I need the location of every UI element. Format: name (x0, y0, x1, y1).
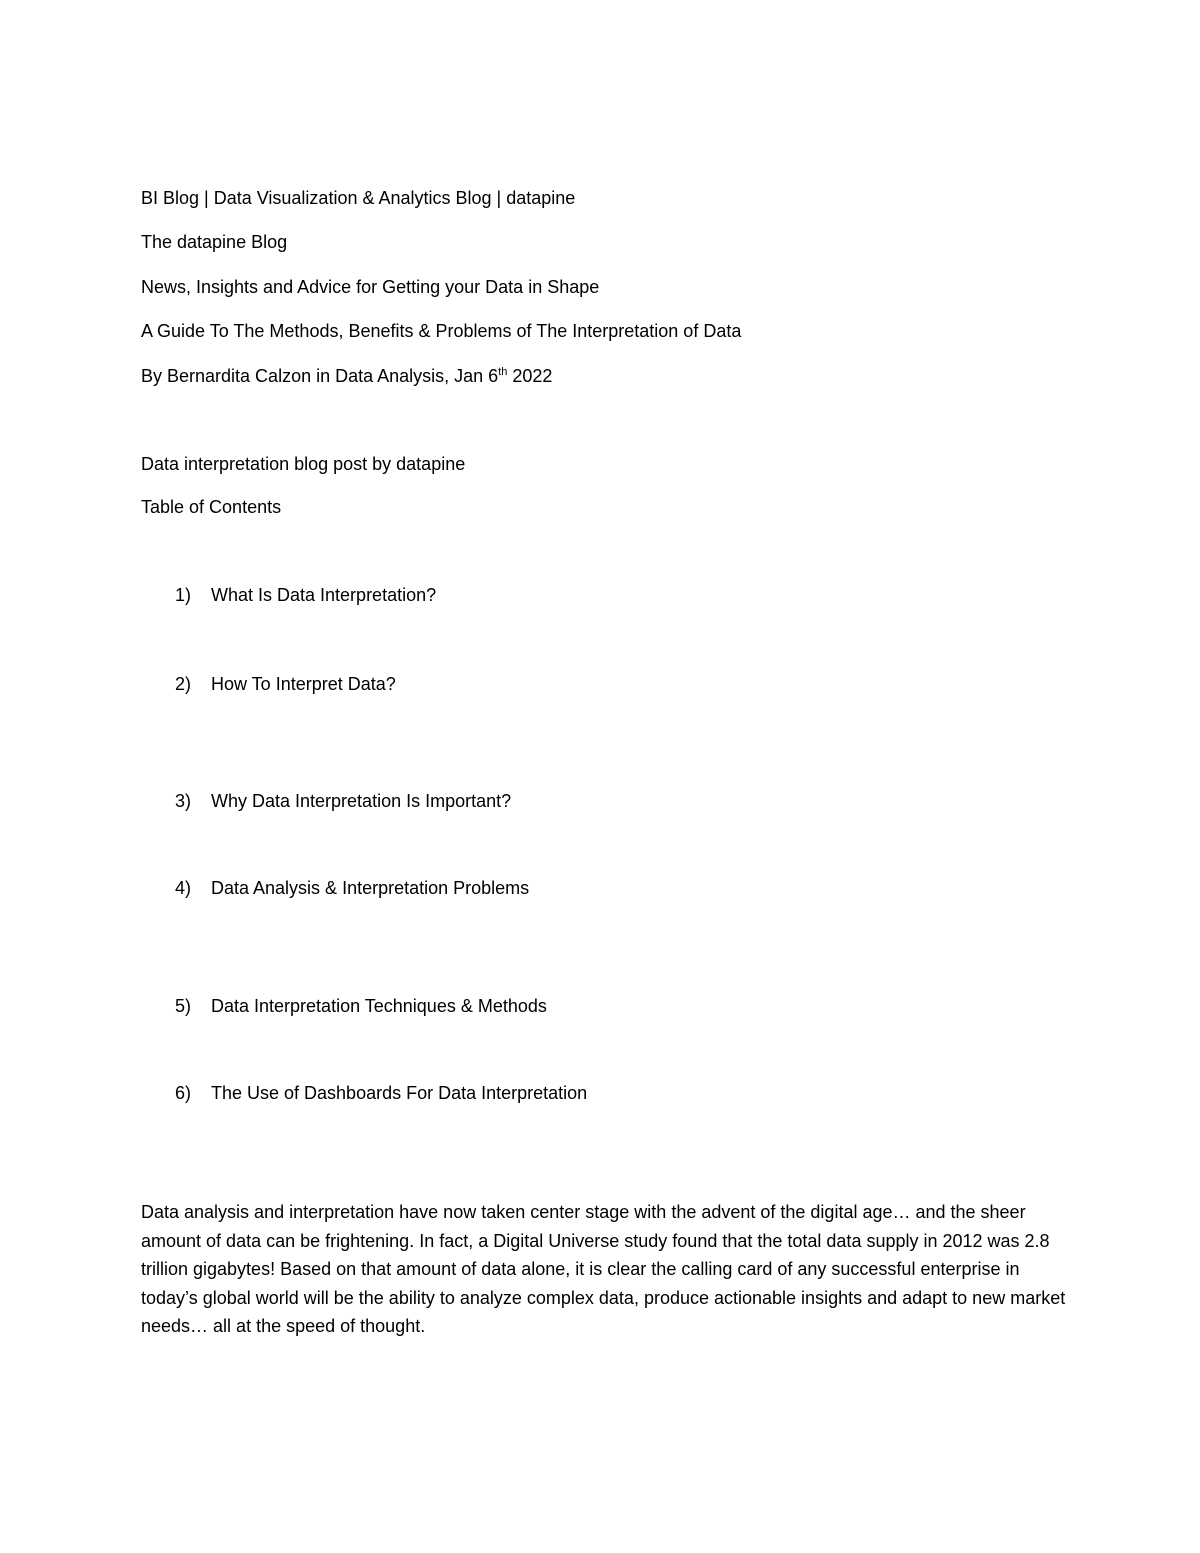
toc-item-number: 1) (175, 585, 192, 605)
toc-item-label[interactable]: How To Interpret Data? (211, 674, 396, 694)
byline-text: By Bernardita Calzon in Data Analysis, Jan 6 (141, 366, 499, 386)
toc-item-label[interactable]: Why Data Interpretation Is Important? (211, 791, 512, 811)
toc-item-label[interactable]: The Use of Dashboards For Data Interpretation (211, 1083, 588, 1103)
toc-item-label[interactable]: Data Analysis & Interpretation Problems (211, 878, 530, 898)
toc-item-label[interactable]: What Is Data Interpretation? (211, 585, 437, 605)
body-paragraph: Data analysis and interpretation have now taken center stage with the advent of the digital age… and the sheer amount of data can be frightening. In fact, a Digital Universe study found that the total data supply in 2012 was 2.8 trillion gigabytes! Based on that amount of data alone, it is clear the calling card of any successful enterprise in today’s global world will be the ability to analyze complex data, produce actionable insights and adapt to new market needs… all at the speed of thought. (141, 1202, 1066, 1336)
byline-ordinal: th (498, 366, 508, 378)
toc-item-number: 4) (175, 878, 192, 898)
toc-item-number: 5) (175, 996, 192, 1016)
blog-name: The datapine Blog (141, 232, 288, 252)
toc-item-number: 3) (175, 791, 192, 811)
toc-heading: Table of Contents (141, 497, 282, 517)
site-title: BI Blog | Data Visualization & Analytics Blog | datapine (141, 188, 576, 208)
image-caption: Data interpretation blog post by datapine (141, 454, 466, 474)
byline (141, 366, 552, 388)
toc-item-label[interactable]: Data Interpretation Techniques & Methods (211, 996, 547, 1016)
toc-item-number: 6) (175, 1083, 192, 1103)
toc-item-number: 2) (175, 674, 192, 694)
article-title: A Guide To The Methods, Benefits & Problems of The Interpretation of Data (141, 321, 742, 341)
byline-year: 2022 (507, 366, 553, 386)
blog-tagline: News, Insights and Advice for Getting your Data in Shape (141, 277, 600, 297)
